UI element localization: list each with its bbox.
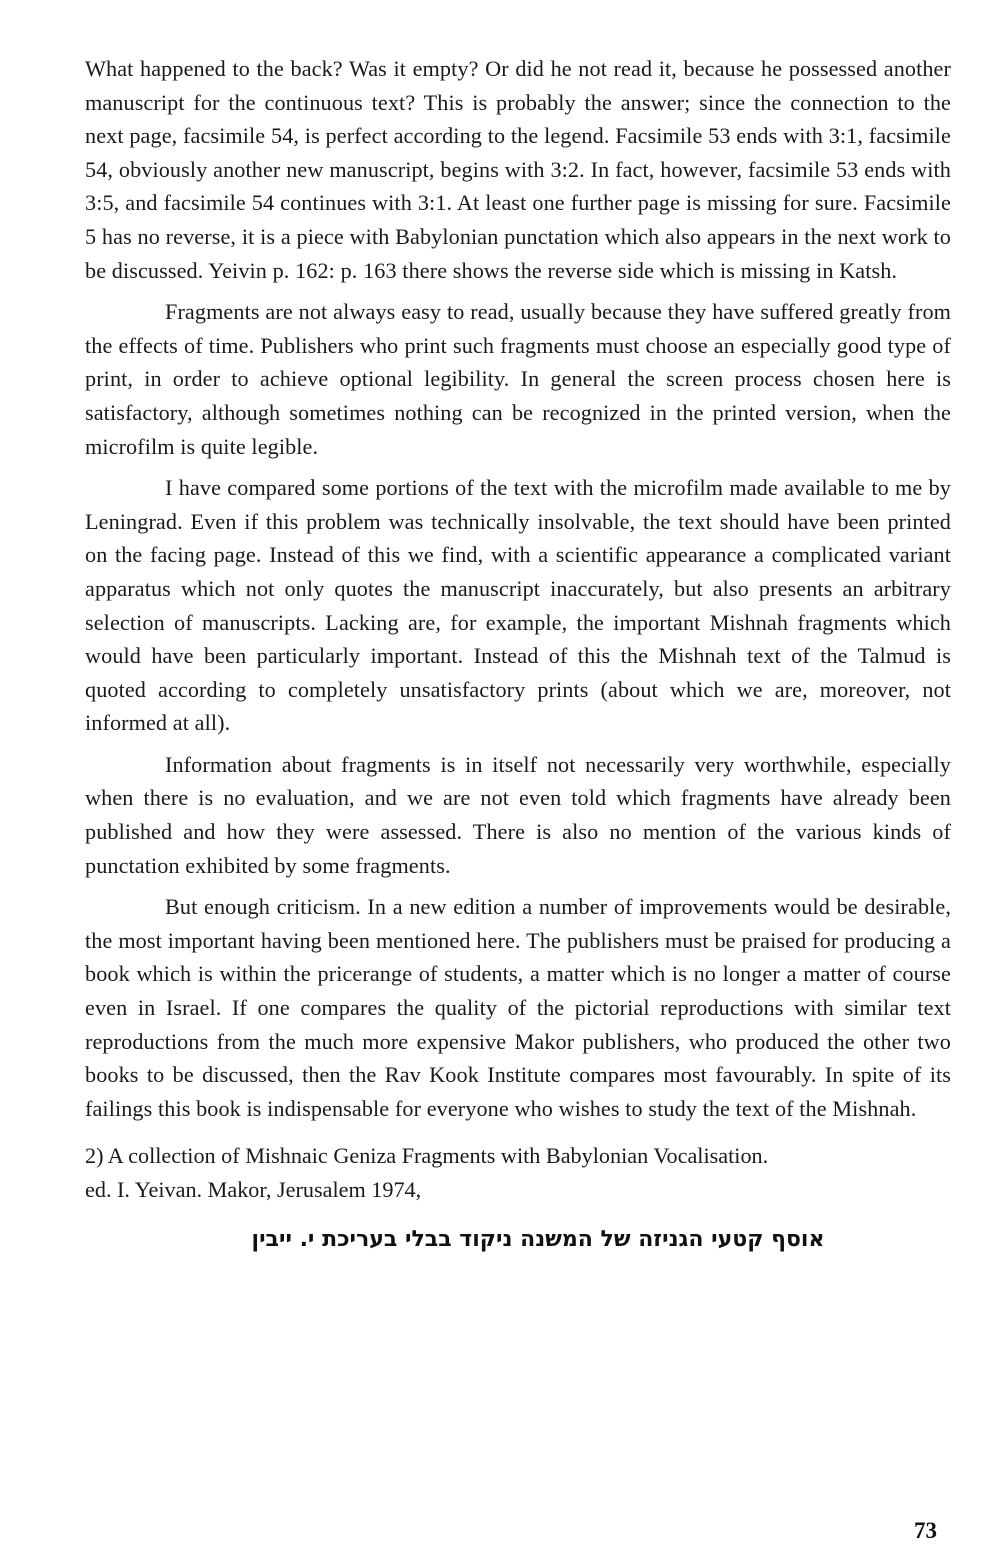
- reference-publication-line: ed. I. Yeivan. Makor, Jerusalem 1974,: [85, 1177, 422, 1202]
- document-page: [85, 52, 951, 1255]
- paragraph-spacer: [85, 740, 951, 748]
- paragraph-5: But enough criticism. In a new edition a number of improvements would be desirable, the most important having been mentioned here. The publishers must be praised for producing a book which is within the pricerange of students, a matter which is no longer a matter of course even in Israel. If one compares the quality of the pictorial reproductions with similar text reproductions from the much more expensive Makor publishers, who produced the other two books to be discussed, then the Rav Kook Institute compares most favourably. In spite of its failings this book is indispensable for everyone who wishes to study the text of the Mishnah.: [85, 894, 951, 1121]
- paragraph-2: Fragments are not always easy to read, usually because they have suffered greatly from the effects of time. Publishers who print such fragments must choose an especially good type of print, in order to achieve optional legibility. In general the screen process chosen here is satisfactory, although sometimes nothing can be recognized in the printed version, when the microfilm is quite legible.: [85, 299, 951, 459]
- paragraph-spacer: [85, 287, 951, 295]
- section-spacer: [85, 1125, 951, 1139]
- paragraph-3: I have compared some portions of the text with the microfilm made available to me by Leningrad. Even if this problem was technically insolvable, the text should have been printed on the facing page. Instead of this we find, with a scientific appearance a complicated variant apparatus which not only quotes the manuscript inaccurately, but also presents an arbitrary selection of manuscripts. Lacking are, for example, the important Mishnah fragments which would have been particularly important. Instead of this the Mishnah text of the Talmud is quoted according to completely unsatisfactory prints (about which we are, moreover, not informed at all).: [85, 475, 951, 736]
- page-number: 73: [914, 1518, 937, 1543]
- reference-title-line: 2) A collection of Mishnaic Geniza Fragments with Babylonian Vocalisation.: [85, 1143, 769, 1169]
- paragraph-4: Information about fragments is in itself not necessarily very worthwhile, especially when there is no evaluation, and we are not even told which fragments have already been published and how they were assessed. There is also no mention of the various kinds of punctation exhibited by some fragments.: [85, 751, 951, 878]
- paragraph-spacer: [85, 882, 951, 890]
- paragraph-1: What happened to the back? Was it empty? Or did he not read it, because he possessed another manuscript for the continuous text? This is probably the answer; since the connection to the next page, facsimile 54, is perfect according to the legend. Facsimile 53 ends with 3:1, facsimile 54, obviously another new manuscript, begins with 3:2. In fact, however, facsimile 53 ends with 3:5, and facsimile 54 continues with 3:1. At least one further page is missing for sure. Facsimile 5 has no reverse, it is a piece with Babylonian punctation which also appears in the next work to be discussed. Yeivin p. 162: p. 163 there shows the reverse side which is missing in Katsh.: [85, 56, 951, 283]
- hebrew-title: אוסף קטעי הגניזה של המשנה ניקוד בבלי בעריכת י. ייבין: [251, 1226, 825, 1252]
- bibliographic-reference: [85, 1139, 951, 1254]
- paragraph-spacer: [85, 463, 951, 471]
